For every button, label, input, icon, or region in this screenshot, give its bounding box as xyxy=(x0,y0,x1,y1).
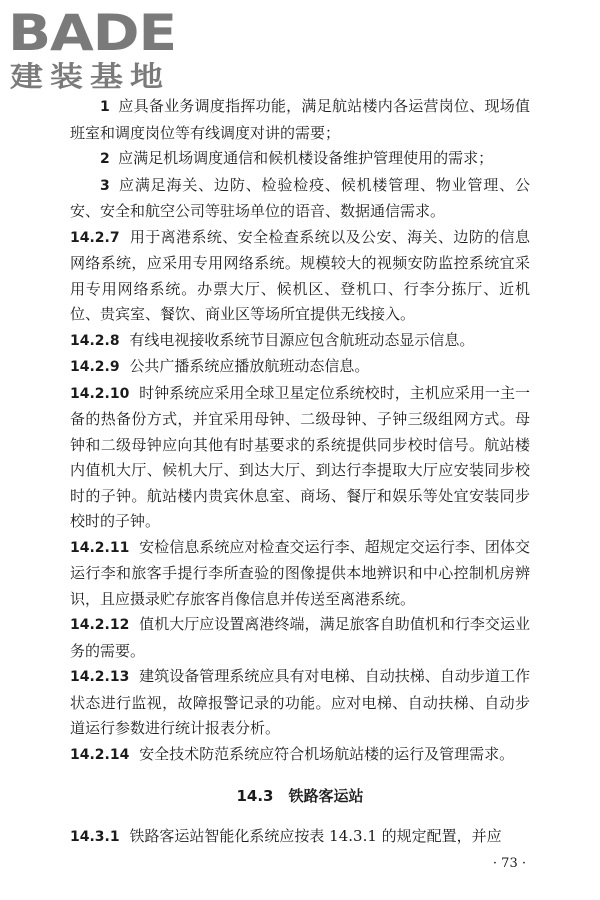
clause-number: 14.2.11 xyxy=(70,539,130,556)
section-title: 铁路客运站 xyxy=(288,787,364,805)
section-number: 14.3 xyxy=(236,787,274,805)
clause-text: 公共广播系统应播放航班动态信息。 xyxy=(129,357,370,375)
clause xyxy=(70,824,530,851)
clause-text: 用于离港系统、安全检查系统以及公安、海关、边防的信息网络系统，应采用专用网络系统。规模较大的视频安防监控系统宜采用专用网络系统。办票大厅、候机区、登机口、行李分拣厅、近机位、贵宾室、餐饮、商业区等场所宜提供无线接入。 xyxy=(70,227,530,323)
document-body xyxy=(70,94,530,850)
clause-text: 值机大厅应设置离港终端，满足旅客自助值机和行李交运业务的需要。 xyxy=(70,615,530,660)
clause-text: 有线电视接收系统节目源应包含航班动态显示信息。 xyxy=(129,330,475,349)
clause-text: 安检信息系统应对检查交运行李、超规定交运行李、团体交运行李和旅客手提行李所查验的图像提供本地辨识和中心控制机房辨识，且应摄录贮存旅客肖像信息并传送至离港系统。 xyxy=(70,537,530,608)
clause-text: 时钟系统应采用全球卫星定位系统校时，主机应采用一主一备的热备份方式，并宜采用母钟、二级母钟、子钟三级组网方式。母钟和二级母钟应向其他有时基要求的系统提供同步校时信号。航站楼内值机大厅、候机大厅、到达大厅、到达行李提取大厅应安装同步校时的子钟。航站楼内贵宾休息室、商场、餐厅和娱乐等处宜安装同步校时的子钟。 xyxy=(70,383,530,530)
clause xyxy=(70,354,530,381)
list-item xyxy=(70,146,530,173)
clause xyxy=(70,612,530,664)
clause-number: 14.2.10 xyxy=(70,385,130,402)
item-text: 应满足海关、边防、检验检疫、候机楼管理、物业管理、公安、安全和航空公司等驻场单位的语音、数据通信需求。 xyxy=(70,175,530,220)
item-number: 2 xyxy=(100,151,110,167)
clause xyxy=(70,225,530,328)
clause xyxy=(70,664,530,742)
item-number: 1 xyxy=(100,99,110,115)
clause-number: 14.2.14 xyxy=(70,746,130,763)
item-text: 应满足机场调度通信和候机楼设备维护管理使用的需求； xyxy=(118,149,494,167)
clause xyxy=(70,328,530,355)
section-heading xyxy=(70,784,530,810)
clause xyxy=(70,381,530,535)
clause-number: 14.2.13 xyxy=(70,669,130,685)
clause xyxy=(70,742,530,769)
list-item xyxy=(70,94,530,146)
clause-text: 铁路客运站智能化系统应按表 14.3.1 的规定配置，并应 xyxy=(129,826,502,845)
clause xyxy=(70,535,530,613)
clause-number: 14.2.9 xyxy=(70,359,120,375)
clause-number: 14.2.7 xyxy=(70,229,120,246)
item-text: 应具备业务调度指挥功能，满足航站楼内各运营岗位、现场值班室和调度岗位等有线调度对讲的需要； xyxy=(70,97,530,142)
clause-number: 14.2.8 xyxy=(70,332,120,349)
clause-number: 14.2.12 xyxy=(70,617,130,633)
logo-brand: BADE xyxy=(8,4,176,62)
logo-subtitle: 建装基地 xyxy=(10,60,170,90)
bade-logo xyxy=(6,4,181,90)
page-number: · 73 · xyxy=(492,856,526,871)
item-number: 3 xyxy=(100,177,110,194)
clause-number: 14.3.1 xyxy=(70,828,120,845)
clause-text: 安全技术防范系统应符合机场航站楼的运行及管理需求。 xyxy=(139,744,515,763)
clause-text: 建筑设备管理系统应具有对电梯、自动扶梯、自动步道工作状态进行监视，故障报警记录的功能。应对电梯、自动扶梯、自动步道运行参数进行统计报表分析。 xyxy=(70,667,530,737)
list-item xyxy=(70,173,530,225)
